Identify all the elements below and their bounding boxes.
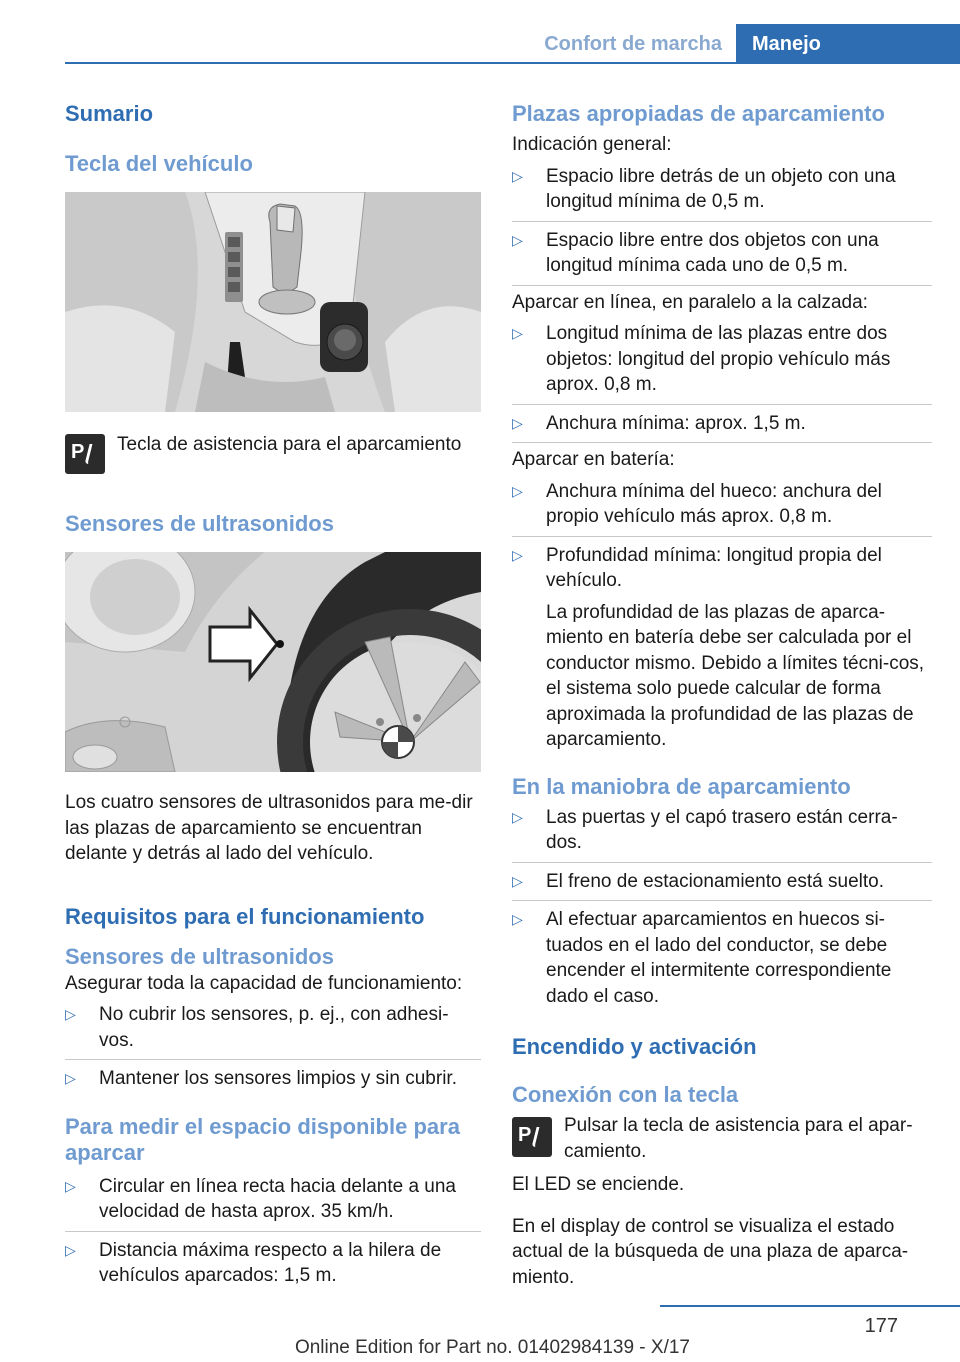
sensor-illustration bbox=[65, 552, 481, 772]
header-section-confort: Confort de marcha bbox=[544, 33, 722, 55]
sensores-text: Los cuatro sensores de ultrasonidos para me-dir las plazas de aparcamiento se encuentran delante y detrás al lado del vehículo. bbox=[65, 792, 473, 864]
triangle-bullet-icon: ▷ bbox=[512, 414, 523, 431]
pulsar-text: Pulsar la tecla de asistencia para el apar-camiento. bbox=[564, 1115, 913, 1162]
park-assist-button-icon: P bbox=[512, 1117, 552, 1157]
list-item: ▷ Espacio libre entre dos objetos con una longitud mínima cada uno de 0,5 m. bbox=[512, 221, 932, 279]
heading-sensores-2: Sensores de ultrasonidos bbox=[65, 943, 334, 969]
right-column bbox=[512, 100, 932, 1290]
list-item: ▷ Las puertas y el capó trasero están cerra-dos. bbox=[512, 806, 898, 853]
led-text: El LED se enciende. bbox=[512, 1174, 685, 1195]
list-item: ▷ Anchura mínima: aprox. 1,5 m. bbox=[512, 404, 932, 437]
triangle-bullet-icon: ▷ bbox=[65, 1241, 76, 1258]
button-caption-row bbox=[65, 434, 481, 474]
heading-conexion: Conexión con la tecla bbox=[512, 1082, 739, 1107]
indicacion-text: Indicación general: bbox=[512, 134, 672, 155]
triangle-bullet-icon: ▷ bbox=[512, 167, 523, 184]
page-number: 177 bbox=[864, 1315, 898, 1337]
asegurar-text: Asegurar toda la capacidad de funcionamiento: bbox=[65, 972, 463, 994]
list-item: ▷ Profundidad mínima: longitud propia del vehículo. La profundidad de las plazas de aparca-miento en batería debe ser calculada por el conductor mismo. Debido a límites técni-cos, el sistema solo puede calcular de forma aproximada la profundidad de las plazas de aparcamiento. bbox=[512, 536, 932, 753]
triangle-bullet-icon: ▷ bbox=[512, 546, 523, 563]
triangle-bullet-icon: ▷ bbox=[512, 911, 523, 927]
button-caption: Tecla de asistencia para el aparcamiento bbox=[117, 434, 462, 455]
list-item: ▷ Espacio libre detrás de un objeto con una longitud mínima de 0,5 m. bbox=[512, 165, 896, 212]
bateria-text: Aparcar en batería: bbox=[512, 442, 932, 473]
triangle-bullet-icon: ▷ bbox=[512, 808, 523, 825]
heading-medir: Para medir el espacio disponible para aparcar bbox=[65, 1113, 460, 1165]
list-maneuver bbox=[512, 805, 932, 1010]
display-text: En el display de control se visualiza el estado actual de la búsqueda de una plaza de aparca-miento. bbox=[512, 1215, 909, 1288]
list-measure-space bbox=[65, 1174, 481, 1289]
triangle-bullet-icon: ▷ bbox=[512, 231, 523, 248]
list-sensor-care bbox=[65, 1002, 481, 1092]
header-rule bbox=[65, 62, 960, 64]
list-parallel bbox=[512, 321, 932, 436]
pulsar-row bbox=[512, 1113, 932, 1164]
image-center-console bbox=[65, 192, 481, 412]
linea-text: Aparcar en línea, en paralelo a la calzada: bbox=[512, 285, 932, 316]
list-item: ▷ Anchura mínima del hueco: anchura del propio vehículo más aprox. 0,8 m. bbox=[512, 480, 882, 527]
center-console-illustration bbox=[65, 192, 481, 412]
list-general bbox=[512, 164, 932, 279]
list-item: ▷ Distancia máxima respecto a la hilera de vehículos aparcados: 1,5 m. bbox=[65, 1231, 481, 1289]
park-assist-button-icon: P bbox=[65, 434, 105, 474]
edition-text: Online Edition for Part no. 01402984139 - X/17 bbox=[294, 1337, 690, 1358]
footer-rule bbox=[660, 1305, 960, 1307]
heading-requisitos: Requisitos para el funcionamiento bbox=[65, 903, 425, 929]
list-item: ▷ Longitud mínima de las plazas entre dos objetos: longitud del propio vehículo más aprox. 0,8 m. bbox=[512, 323, 891, 395]
list-item: ▷ El freno de estacionamiento está suelto. bbox=[512, 862, 932, 895]
list-item: ▷ Circular en línea recta hacia delante a una velocidad de hasta aprox. 35 km/h. bbox=[65, 1175, 457, 1222]
list-item: ▷ No cubrir los sensores, p. ej., con adhesi-vos. bbox=[65, 1004, 449, 1051]
triangle-bullet-icon: ▷ bbox=[65, 1070, 76, 1086]
heading-plazas: Plazas apropiadas de aparcamiento bbox=[512, 101, 885, 126]
list-item: ▷ Mantener los sensores limpios y sin cubrir. bbox=[65, 1059, 481, 1092]
triangle-bullet-icon: ▷ bbox=[512, 325, 523, 341]
header-section-manejo: Manejo bbox=[736, 24, 960, 64]
left-column bbox=[65, 100, 481, 1289]
heading-sumario: Sumario bbox=[65, 101, 154, 126]
heading-maniobra: En la maniobra de aparcamiento bbox=[512, 773, 851, 799]
triangle-bullet-icon: ▷ bbox=[512, 482, 523, 499]
heading-sensores: Sensores de ultrasonidos bbox=[65, 511, 334, 536]
triangle-bullet-icon: ▷ bbox=[65, 1006, 76, 1022]
battery-note: La profundidad de las plazas de aparca-miento en batería debe ser calculada por el conductor mismo. Debido a límites técni-cos, el sistema solo puede calcular de forma aproximada la profundidad de las plazas de aparcamiento. bbox=[546, 601, 925, 750]
image-ultrasonic-sensor bbox=[65, 552, 481, 772]
list-battery bbox=[512, 479, 932, 753]
list-item: ▷ Al efectuar aparcamientos en huecos si-tuados en el lado del conductor, se debe encender el intermitente correspondiente dado el caso. bbox=[512, 900, 932, 1009]
triangle-bullet-icon: ▷ bbox=[512, 872, 523, 889]
heading-encendido: Encendido y activación bbox=[512, 1034, 757, 1059]
heading-tecla: Tecla del vehículo bbox=[65, 151, 253, 176]
triangle-bullet-icon: ▷ bbox=[65, 1177, 76, 1194]
